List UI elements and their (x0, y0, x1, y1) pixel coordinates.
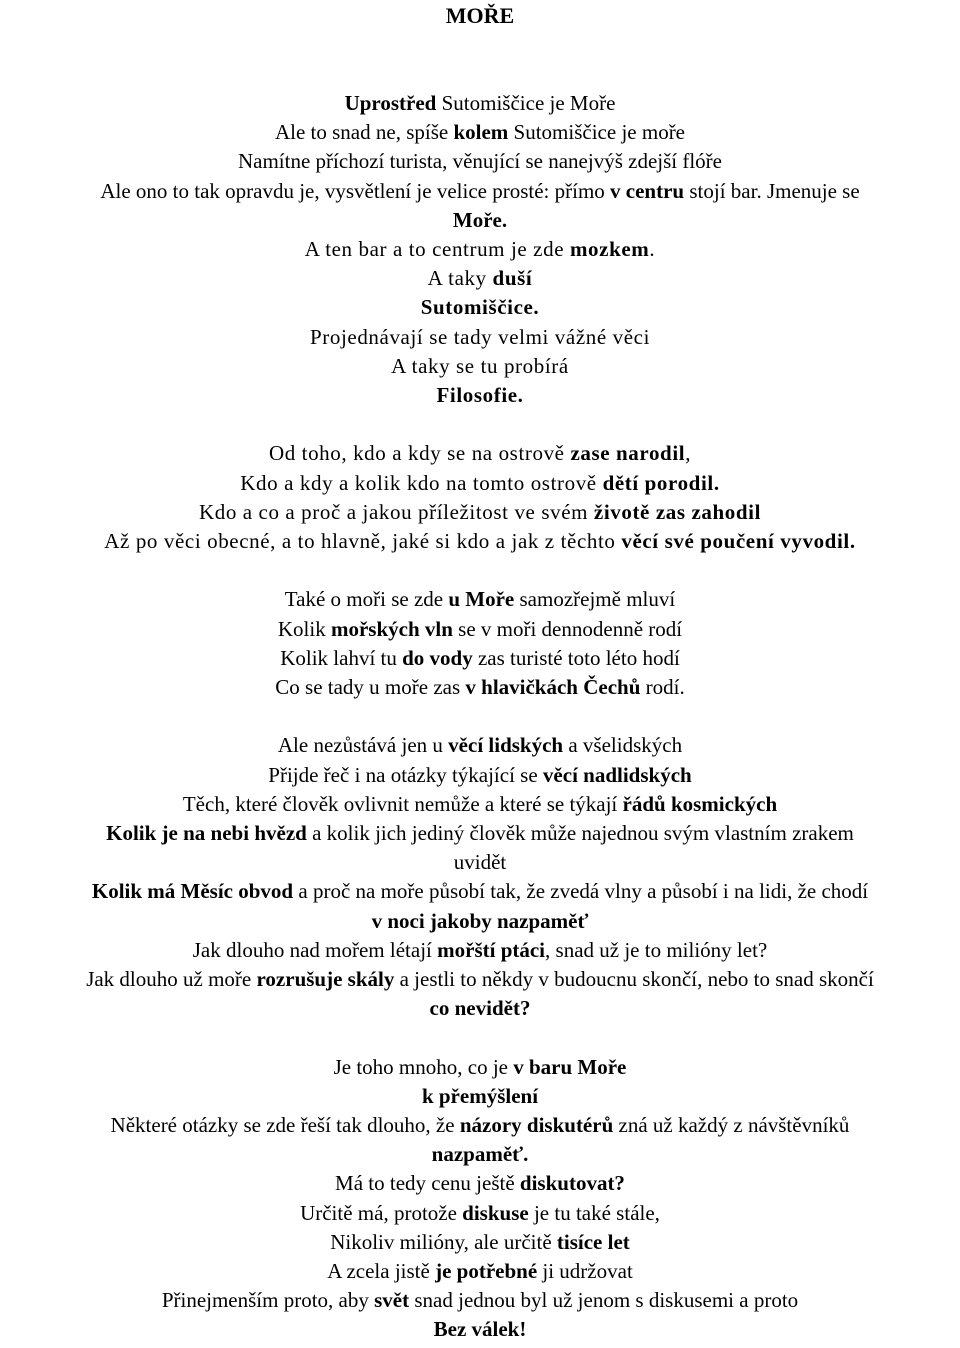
poem-line (0, 498, 960, 527)
stanza (0, 1053, 960, 1345)
bold-phrase: životě zas zahodil (593, 499, 762, 524)
text-segment: Kolik (277, 616, 331, 641)
poem-line (0, 264, 960, 293)
poem-line (0, 1082, 960, 1111)
text-segment: Sutomiščice je moře (508, 120, 686, 145)
bold-phrase: v hlavičkách Čechů (465, 675, 641, 700)
poem-line (0, 439, 960, 468)
bold-phrase: v centru (610, 178, 685, 203)
bold-phrase: nazpaměť. (431, 1142, 529, 1167)
text-segment: rodí. (640, 675, 685, 700)
text-segment: A taky se tu probírá (391, 353, 569, 378)
text-segment: Kdo a co a proč a jakou příležitost ve svém (198, 499, 594, 524)
text-segment: zas turisté toto léto hodí (472, 645, 680, 670)
bold-phrase: mořských vln (330, 616, 453, 641)
bold-phrase: mozkem (569, 237, 650, 262)
poem-line (0, 761, 960, 790)
text-segment: Jak dlouho nad mořem létají (192, 937, 438, 962)
bold-phrase: Uprostřed (344, 91, 437, 115)
poem-line (0, 1053, 960, 1082)
text-segment: je tu také stále, (528, 1200, 660, 1225)
bold-phrase: duší (492, 266, 533, 291)
text-segment: Je toho mnoho, co je (333, 1054, 514, 1079)
bold-phrase: věcí své poučení vyvodil. (621, 529, 856, 554)
text-segment: Co se tady u moře zas (275, 675, 466, 700)
text-segment: Přijde řeč i na otázky týkající se (268, 762, 543, 787)
text-segment: Také o moři se zde (284, 587, 449, 612)
poem-line (0, 1169, 960, 1198)
stanza-gap (0, 1023, 960, 1052)
poem-body (0, 89, 960, 1345)
text-segment: snad jednou byl už jenom s diskusemi a proto (409, 1288, 799, 1313)
text-segment: uvidět (453, 850, 507, 875)
text-segment: Ale ono to tak opravdu je, vysvětlení je velice prosté: přímo (100, 178, 611, 203)
poem-line (0, 790, 960, 819)
poem-line (0, 381, 960, 410)
poem-line (0, 206, 960, 235)
bold-phrase: Moře. (452, 207, 508, 232)
text-segment: ji udržovat (537, 1259, 633, 1284)
text-segment: Nikoliv milióny, ale určitě (330, 1229, 557, 1254)
text-segment: A zcela jistě (327, 1259, 436, 1284)
text-segment: Projednávají se tady velmi vážné věci (310, 324, 650, 349)
poem-line (0, 469, 960, 498)
bold-phrase: Filosofie. (436, 383, 524, 408)
text-segment: se v moři dennodenně rodí (452, 616, 683, 641)
poem-line (0, 352, 960, 381)
bold-phrase: diskuse (462, 1200, 529, 1225)
text-segment: , (685, 441, 692, 466)
text-segment: stojí bar. Jmenuje se (684, 178, 860, 203)
text-segment: Od toho, kdo a kdy se na ostrově (268, 441, 571, 466)
text-segment: A ten bar a to centrum je zde (304, 237, 570, 262)
bold-phrase: Bez válek! (433, 1317, 527, 1342)
text-segment: Některé otázky se zde řeší tak dlouho, že (110, 1113, 460, 1138)
poem-line (0, 89, 960, 118)
text-segment: a jestli to někdy v budoucnu skončí, nebo to snad skončí (394, 967, 874, 992)
bold-phrase: věcí lidských (448, 733, 564, 758)
bold-phrase: dětí porodil. (602, 470, 720, 495)
poem-line (0, 1257, 960, 1286)
bold-phrase: věcí nadlidských (542, 762, 692, 787)
text-segment: a kolik jich jediný člověk může najednou svým vlastním zrakem (306, 821, 854, 846)
poem-line (0, 994, 960, 1023)
bold-phrase: k přemýšlení (421, 1083, 539, 1108)
text-segment: Má to tedy cenu ještě (335, 1171, 520, 1196)
text-segment: zná už každý z návštěvníků (613, 1113, 850, 1138)
text-segment: Přinejmenším proto, aby (161, 1288, 375, 1313)
poem-line (0, 585, 960, 614)
poem-line (0, 673, 960, 702)
text-segment: , snad už je to milióny let? (545, 937, 768, 962)
bold-phrase: názory diskutérů (459, 1113, 614, 1138)
text-segment: Ale nezůstává jen u (277, 733, 449, 758)
poem-line (0, 615, 960, 644)
text-segment: a všelidských (563, 733, 683, 758)
poem-line (0, 1111, 960, 1140)
poem-line (0, 1286, 960, 1315)
bold-phrase: u Moře (448, 587, 515, 612)
stanza (0, 89, 960, 410)
poem-line (0, 819, 960, 848)
stanza-gap (0, 410, 960, 439)
text-segment: samozřejmě mluví (514, 587, 676, 612)
bold-phrase: mořští ptáci (437, 937, 546, 962)
poem-line (0, 235, 960, 264)
poem-line (0, 1140, 960, 1169)
text-segment: A taky (427, 266, 493, 291)
text-segment: a proč na moře působí tak, že zvedá vlny a působí i na lidi, že chodí (293, 879, 869, 904)
text-segment: Kolik lahví tu (280, 645, 403, 670)
poem-line (0, 731, 960, 760)
bold-phrase: v baru Moře (513, 1054, 627, 1079)
bold-phrase: Kolik je na nebi hvězd (106, 821, 307, 846)
text-segment: Určitě má, protože (300, 1200, 463, 1225)
poem-line (0, 293, 960, 322)
poem-line (0, 644, 960, 673)
poem-line (0, 177, 960, 206)
text-segment: Těch, které člověk ovlivnit nemůže a které se týkají (182, 791, 623, 816)
text-segment: Až po věci obecné, a to hlavně, jaké si kdo a jak z těchto (104, 529, 622, 554)
bold-phrase: Sutomiščice. (420, 295, 540, 320)
text-segment: . (649, 237, 656, 262)
bold-phrase: diskutovat? (519, 1171, 625, 1196)
bold-phrase: Kolik má Měsíc obvod (91, 879, 294, 904)
text-segment: Sutomiščice je Moře (436, 91, 616, 115)
bold-phrase: tisíce let (556, 1229, 630, 1254)
poem-line (0, 907, 960, 936)
poem-line (0, 1228, 960, 1257)
text-segment: Ale to snad ne, spíše (274, 120, 454, 145)
bold-phrase: zase narodil (570, 441, 686, 466)
poem-line (0, 323, 960, 352)
bold-phrase: co nevidět? (429, 996, 531, 1021)
poem-line (0, 965, 960, 994)
bold-phrase: v noci jakoby nazpaměť (371, 908, 589, 933)
poem-line (0, 527, 960, 556)
stanza (0, 731, 960, 1023)
bold-phrase: řádů kosmických (622, 791, 778, 816)
poem-line (0, 936, 960, 965)
stanza (0, 585, 960, 702)
poem-line (0, 877, 960, 906)
text-segment: Namítne příchozí turista, věnující se nanejvýš zdejší flóře (237, 149, 722, 174)
poem-line (0, 147, 960, 176)
bold-phrase: rozrušuje skály (256, 967, 395, 992)
stanza (0, 439, 960, 556)
text-segment: Kdo a kdy a kolik kdo na tomto ostrově (240, 470, 603, 495)
bold-phrase: svět (374, 1288, 410, 1313)
document-title: MOŘE (445, 3, 515, 28)
bold-phrase: do vody (402, 645, 473, 670)
stanza-gap (0, 556, 960, 585)
text-segment: Jak dlouho už moře (86, 967, 257, 992)
poem-line (0, 848, 960, 877)
bold-phrase: je potřebné (435, 1259, 538, 1284)
bold-phrase: kolem (453, 120, 509, 145)
stanza-gap (0, 702, 960, 731)
poem-line (0, 118, 960, 147)
poem-line (0, 1199, 960, 1228)
poem-line (0, 1315, 960, 1344)
